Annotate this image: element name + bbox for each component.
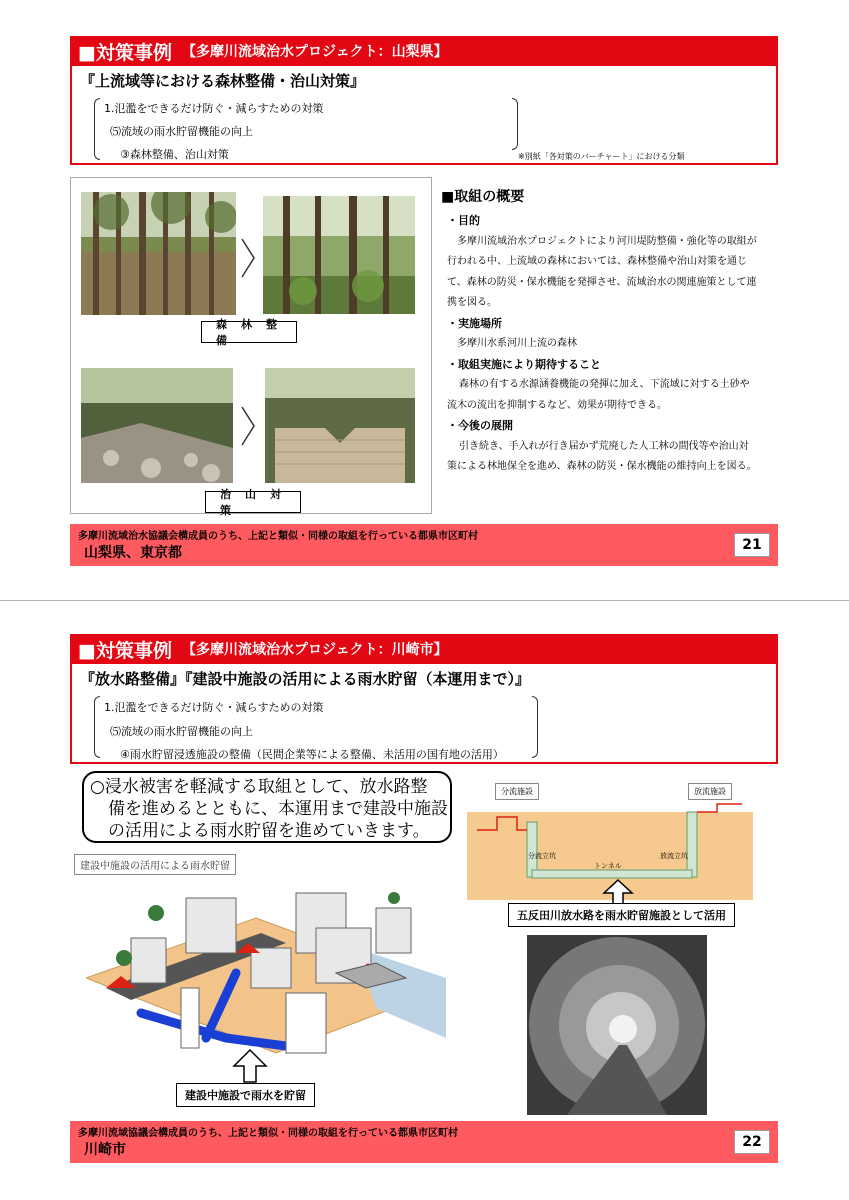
arrow-right-icon (241, 238, 255, 278)
classification-note: ※別紙「各対策のバーチャート」における分類 (518, 152, 685, 161)
measure-frame (70, 66, 778, 165)
section-text: 携を図る。 (447, 297, 497, 308)
page-number: 22 (734, 1130, 770, 1154)
measure-line-2: ⑸流域の雨水貯留機能の向上 (110, 125, 253, 138)
footer-caption: 多摩川流域協議会構成員のうち、上記と類似・同様の取組を行っている都県市区町村 (78, 1128, 458, 1139)
footer-caption: 多摩川流域治水協議会構成員のうち、上記と類似・同様の取組を行っている都県市区町村 (78, 531, 478, 542)
diagram-caption: 建設中施設で雨水を貯留 (176, 1083, 315, 1107)
key-message-callout (82, 771, 452, 843)
section-text: て、森林の防災・保水機能を発揮させ、流域治水の関連施策として連 (447, 276, 757, 288)
bracket-left (94, 98, 100, 160)
section-caption: 五反田川放水路を雨水貯留施設として活用 (508, 903, 735, 927)
bracket-right (512, 98, 518, 150)
bracket-left (94, 696, 100, 758)
discharge-facility-label: 放流施設 (688, 783, 732, 800)
measure-line-1: 1.氾濫をできるだけ防ぐ・減らすための対策 (104, 701, 324, 714)
section-text: 多摩川流域治水プロジェクトにより河川堤防整備・強化等の取組が (457, 235, 757, 247)
callout-line: 備を進めるとともに、本運用まで建設中施設 (108, 799, 448, 819)
title-bar (70, 634, 778, 664)
footer (70, 1121, 778, 1163)
callout-line: ○浸水被害を軽減する取組として、放水路整 (90, 777, 428, 797)
diversion-shaft-label: 分流立坑 (528, 852, 556, 860)
section-text: 流木の流出を抑制するなど、効果が期待できる。 (447, 399, 667, 411)
headline: 『放水路整備』『建設中施設の活用による雨水貯留（本運用まで）』 (80, 670, 531, 688)
measure-line-1: 1.氾濫をできるだけ防ぐ・減らすための対策 (104, 102, 324, 115)
summary (441, 187, 771, 478)
photo-panel (70, 177, 432, 517)
expectation-section (441, 355, 771, 417)
title-sub: 【多摩川流域治水プロジェクト：山梨県】 (181, 44, 448, 60)
section-text: 引き続き、手入れが行き届かず荒廃した人工林の間伐等や治山対 (459, 440, 749, 452)
diversion-facility-label: 分流施設 (495, 783, 539, 800)
location-section (441, 314, 771, 355)
section-text: 多摩川水系河川上流の森林 (457, 338, 577, 349)
arrow-up-icon (232, 1048, 268, 1084)
headline: 『上流域等における森林整備・治山対策』 (80, 72, 366, 90)
erosion-after-photo (265, 368, 415, 483)
erosion-before-photo (81, 368, 233, 483)
title-main: ■対策事例 (78, 41, 172, 64)
footer-municipalities: 川崎市 (84, 1142, 126, 1158)
title-main: ■対策事例 (78, 639, 172, 662)
footer-municipalities: 山梨県、東京都 (84, 545, 182, 561)
page-number: 21 (734, 533, 770, 557)
future-section (441, 416, 771, 478)
erosion-control-caption: 治山対策 (205, 491, 301, 513)
section-head: ・目的 (447, 214, 480, 227)
tunnel-label: トンネル (594, 862, 622, 870)
slide-22 (0, 600, 849, 1200)
purpose-section (441, 211, 771, 314)
arrow-right-icon (241, 406, 255, 446)
section-text: 行われる中、上流域の森林においては、森林整備や治山対策を通じ (447, 256, 747, 267)
forest-after-photo (263, 196, 415, 314)
title-sub: 【多摩川流域治水プロジェクト：川崎市】 (181, 642, 448, 658)
measure-frame (70, 664, 778, 764)
diagram-label: 建設中施設の活用による雨水貯留 (74, 854, 236, 875)
discharge-shaft-label: 放流立坑 (660, 852, 688, 860)
section-text: 森林の有する水源涵養機能の発揮に加え、下流域に対する土砂や (459, 379, 750, 390)
measure-line-3: ④雨水貯留浸透施設の整備（民間企業等による整備、未活用の国有地の活用） (120, 748, 504, 761)
section-head: ・取組実施により期待すること (447, 357, 601, 371)
section-head: ・今後の展開 (447, 419, 513, 432)
bracket-right (532, 696, 538, 758)
title-bar (70, 36, 778, 66)
measure-line-3: ③森林整備、治山対策 (120, 148, 229, 161)
callout-line: の活用による雨水貯留を進めていきます。 (108, 821, 430, 841)
measure-line-2: ⑸流域の雨水貯留機能の向上 (110, 725, 253, 738)
tunnel-photo (527, 935, 707, 1115)
summary-heading: ■取組の概要 (441, 189, 525, 205)
forest-maintenance-caption: 森林整備 (201, 321, 297, 343)
footer (70, 524, 778, 566)
section-head: ・実施場所 (447, 316, 502, 330)
section-text: 策による林地保全を進め、森林の防災・保水機能の維持向上を図る。 (447, 461, 757, 472)
stormwater-storage-diagram (86, 878, 446, 1058)
forest-before-photo (81, 192, 236, 315)
